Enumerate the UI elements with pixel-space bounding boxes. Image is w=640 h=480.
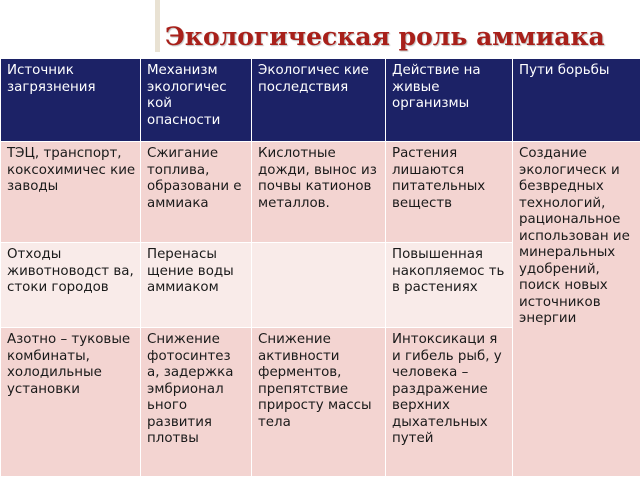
cell-source: Азотно – туковые комбинаты, холодильные установки (1, 328, 141, 477)
table-row (1, 142, 640, 243)
header-consequences: Экологичес кие последствия (252, 59, 386, 142)
header-effect: Действие на живые организмы (386, 59, 513, 142)
header-mechanism: Механизм экологичес кой опасности (141, 59, 252, 142)
cell-mechanism: Перенасы щение воды аммиаком (141, 243, 252, 328)
title-accent-bar (155, 0, 160, 52)
cell-effect: Растения лишаются питательных веществ (386, 142, 513, 243)
header-source: Источник загрязнения (1, 59, 141, 142)
title-area (0, 0, 640, 58)
cell-consequences (252, 243, 386, 328)
header-row (1, 59, 640, 142)
header-fight: Пути борьбы (513, 59, 640, 142)
cell-source: Отходы животноводст ва, стоки городов (1, 243, 141, 328)
cell-source: ТЭЦ, транспорт, коксохимичес кие заводы (1, 142, 141, 243)
cell-effect: Повышенная накопляемос ть в растениях (386, 243, 513, 328)
cell-fight: Создание экологическ и безвредных технологий, рациональное использован ие минеральных удобрений, поиск новых источников энергии (513, 142, 640, 477)
ammonia-table (0, 58, 640, 477)
cell-mechanism: Снижение фотосинтез а, задержка эмбрионал ьного развития плотвы (141, 328, 252, 477)
cell-consequences: Кислотные дожди, вынос из почвы катионов металлов. (252, 142, 386, 243)
cell-mechanism: Сжигание топлива, образовани е аммиака (141, 142, 252, 243)
cell-consequences: Снижение активности ферментов, препятствие приросту массы тела (252, 328, 386, 477)
slide-title: Экологическая роль аммиака (165, 22, 605, 51)
cell-effect: Интоксикаци я и гибель рыб, у человека – раздражение верхних дыхательных путей (386, 328, 513, 477)
